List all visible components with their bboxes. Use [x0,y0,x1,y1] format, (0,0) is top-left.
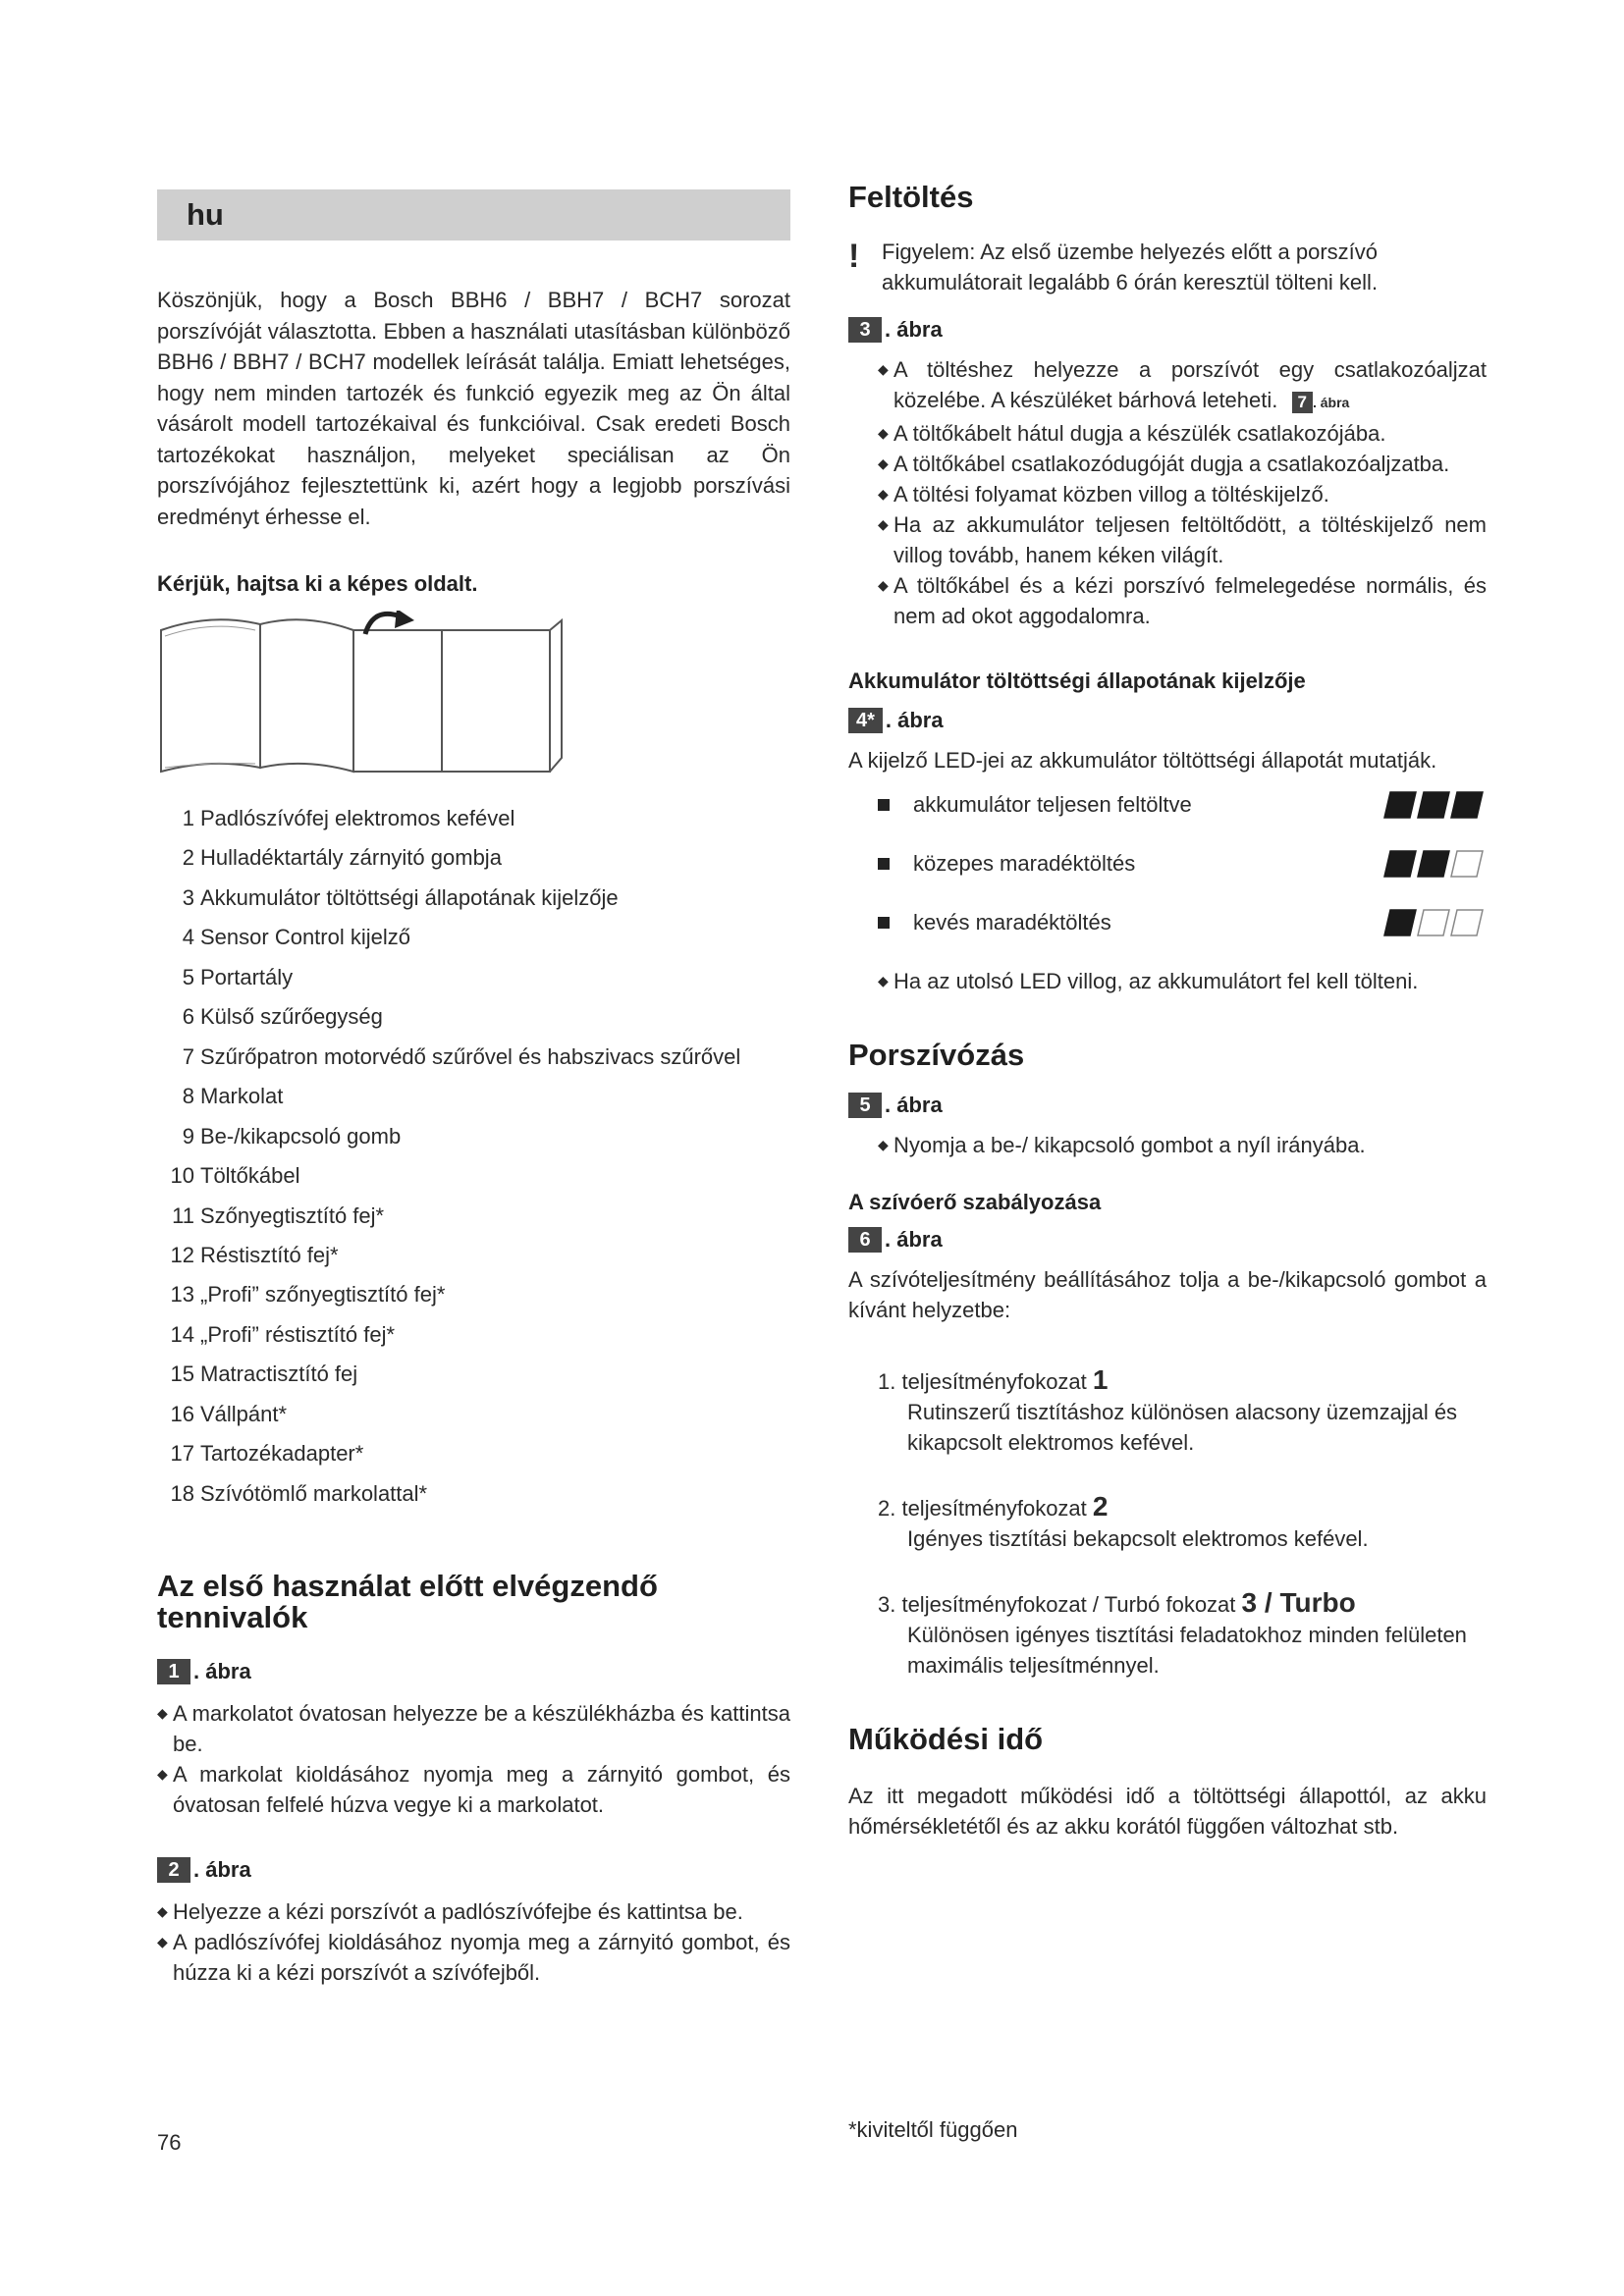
list-item: 12 Réstisztító fej* [170,1243,339,1268]
battery-medium-icon [1379,849,1487,879]
suction-intro: A szívóteljesítmény beállításához tolja a be-/kikapcsoló gombot a kívánt helyzetbe: [848,1267,1487,1322]
fold-out-book-illustration [157,611,569,777]
list-item: közepes maradéktöltés [848,834,1487,893]
battery-indicator-title: Akkumulátor töltöttségi állapotának kijelzője [848,668,1306,693]
list-item: ◆ A töltőkábelt hátul dugja a készülék csatlakozójába. [878,421,1386,446]
intro-paragraph: Köszönjük, hogy a Bosch BBH6 / BBH7 / BCH7 sorozat porszívóját választotta. Ebben a használati utasításban különböző BBH6 / BBH7 / BCH7 modellek leírását találja. Emiatt lehetséges, hogy nem minden tartozék és funkció egyezik meg az Ön által vásárolt modell tartozékaival és funkcióival. Csak eredeti Bosch tartozékokat használjon, melyeket speciálisan az Ön porszívójához fejlesztettünk ki, azért hogy a legjobb porszívási eredményt érhesse el. [157,288,790,529]
right-column [848,182,1487,1842]
power-level-1: 1. teljesítményfokozat 1 Rutinszerű tisztításhoz különösen alacsony üzemzajjal és kikapcsolt elektromos kefével. [878,1364,1458,1455]
figure-5-steps [878,1130,1487,1160]
warning-icon: ! [848,238,860,275]
figure-3-ref: 3 . ábra [848,317,1487,343]
list-item: 13 „Profi” szőnyegtisztító fej* [170,1282,446,1308]
warning-box [848,237,1487,297]
list-item: 9 Be-/kikapcsoló gomb [182,1123,402,1148]
power-level-2: 2. teljesítményfokozat 2 Igényes tisztítási bekapcsolt elektromos kefével. [878,1491,1369,1551]
list-item: 2 Hulladéktartály zárnyitó gombja [182,845,502,871]
list-item: 15 Matractisztító fej [170,1362,358,1387]
led-segment-on [1418,851,1449,877]
list-item: ◆ A markolatot óvatosan helyezze be a készülékházba és kattintsa be. [157,1700,790,1756]
battery-intro: A kijelző LED-jei az akkumulátor töltöttségi állapotát mutatják. [848,748,1437,773]
battery-full-icon [1379,790,1487,820]
list-item: ◆ A padlószívófej kioldásához nyomja meg a zárnyitó gombot, és húzza ki a kézi porszívót a szívófejből. [157,1929,790,1985]
list-item: ◆ Ha az utolsó LED villog, az akkumulátort fel kell tölteni. [878,969,1419,993]
page-number: 76 [157,2130,182,2155]
list-item: 1 Padlószívófej elektromos kefével [182,806,515,830]
first-use-title: Az első használat előtt elvégzendő tennivalók [157,1568,658,1634]
led-segment-off [1418,910,1449,935]
power-level-3: 3. teljesítményfokozat / Turbó fokozat 3 / Turbo Különösen igényes tisztítási feladatokhoz minden felületen maximális teljesítménnyel. [878,1587,1467,1678]
list-item: 5 Portartály [182,964,294,989]
list-item: 7 Szűrőpatron motorvédő szűrővel és habszivacs szűrővel [182,1044,741,1070]
list-item: 16 Vállpánt* [170,1401,288,1426]
charging-title: Feltöltés [848,180,974,214]
language-bar [157,189,790,240]
figure-1-ref: 1 . ábra [157,1659,790,1684]
list-item: ◆ A töltési folyamat közben villog a töltéskijelző. [878,482,1329,507]
language-code: hu [187,197,224,232]
list-item: 17 Tartozékadapter* [170,1441,364,1467]
footnote: *kiviteltől függően [848,2117,1018,2142]
led-segment-off [1451,910,1483,935]
battery-levels [848,775,1487,952]
list-item: akkumulátor teljesen feltöltve [848,775,1487,834]
list-item: 10 Töltőkábel [170,1163,300,1189]
runtime-title: Működési idő [848,1722,1044,1756]
figure-1-steps [157,1698,790,1820]
figure-2-ref: 2 . ábra [157,1857,790,1883]
list-item: 8 Markolat [182,1084,284,1109]
figure-2-steps [157,1896,790,1988]
led-segment-off [1451,851,1483,877]
list-item: 18 Szívótömlő markolattal* [170,1480,428,1506]
led-segment-on [1384,851,1416,877]
list-item: 4 Sensor Control kijelző [182,925,410,950]
led-segment-on [1451,792,1483,818]
vacuuming-title: Porszívózás [848,1038,1025,1072]
list-item: 11 Szőnyegtisztító fej* [172,1202,385,1228]
left-column [157,189,790,1988]
figure-3-steps [878,354,1487,631]
figure-6-ref: 6 . ábra [848,1227,1487,1253]
list-item: ◆ A töltéshez helyezze a porszívót egy csatlakozóaljzat közelébe. A készüléket bárhová leteheti. 7 . ábra [878,357,1487,412]
list-item: ◆ Ha az akkumulátor teljesen feltöltődött, a töltéskijelző nem villog tovább, hanem kéken világít. [878,512,1487,567]
led-segment-on [1418,792,1449,818]
figure-5-ref: 5 . ábra [848,1093,1487,1118]
list-item: 14 „Profi” réstisztító fej* [170,1321,396,1347]
led-segment-on [1384,792,1416,818]
list-item: ◆ A töltőkábel és a kézi porszívó felmelegedése normális, és nem ad okot aggodalomra. [878,573,1487,628]
parts-list [157,799,790,1514]
warning-text: Figyelem: Az első üzembe helyezés előtt a porszívó akkumulátorait legalább 6 órán keresztül tölteni kell. [882,240,1379,294]
led-segment-on [1384,910,1416,935]
list-item: 3 Akkumulátor töltöttségi állapotának kijelzője [182,884,619,910]
runtime-text: Az itt megadott működési idő a töltöttségi állapottól, az akku hőmérsékletétől és az akku korától függően változhat stb. [848,1784,1487,1839]
list-item: ◆ A markolat kioldásához nyomja meg a zárnyitó gombot, és óvatosan felfelé húzva vegye ki a markolatot. [157,1761,790,1817]
list-item: 6 Külső szűrőegység [182,1004,383,1030]
list-item: kevés maradéktöltés [848,893,1487,952]
suction-control-title: A szívóerő szabályozása [848,1190,1102,1214]
fold-out-note: Kérjük, hajtsa ki a képes oldalt. [157,571,478,596]
list-item: ◆ A töltőkábel csatlakozódugóját dugja a csatlakozóaljzatba. [878,452,1450,476]
battery-low-icon [1379,908,1487,937]
battery-note [878,966,1487,996]
figure-4-ref: 4* . ábra [848,708,1487,733]
list-item: ◆ Nyomja a be-/ kikapcsoló gombot a nyíl irányába. [878,1133,1366,1157]
list-item: ◆ Helyezze a kézi porszívót a padlószívófejbe és kattintsa be. [157,1898,743,1924]
